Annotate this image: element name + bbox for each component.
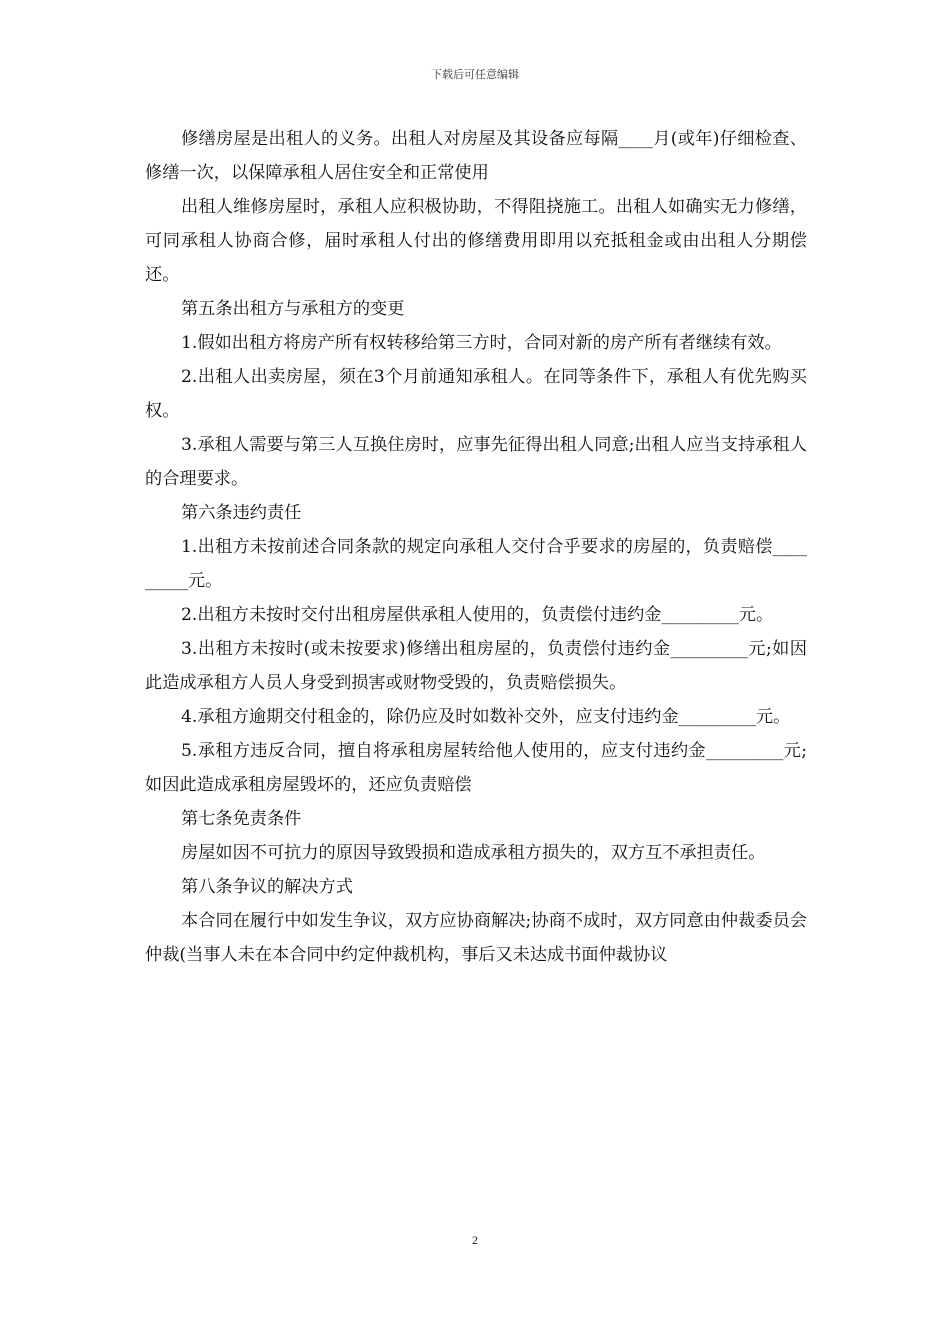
paragraph-article-5-item-2: 2.出租人出卖房屋，须在3个月前通知承租人。在同等条件下，承租人有优先购买权。: [145, 367, 807, 421]
paragraph-repair-cooperation: 出租人维修房屋时，承租人应积极协助，不得阻挠施工。出租人如确实无力修缮，可同承租人协商合修，届时承租人付出的修缮费用即用以充抵租金或由出租人分期偿还。: [145, 197, 807, 285]
heading-article-6: 第六条违约责任: [181, 503, 302, 523]
document-body: [145, 122, 807, 972]
paragraph-repair-duty: 修缮房屋是出租人的义务。出租人对房屋及其设备应每隔____月(或年)仔细检查、修缮一次，以保障承租人居住安全和正常使用: [145, 129, 807, 183]
page-number: 2: [472, 1233, 478, 1247]
paragraph-article-6-item-5: 5.承租方违反合同，擅自将承租房屋转给他人使用的，应支付违约金_________元;如因此造成承租房屋毁坏的，还应负责赔偿: [145, 741, 807, 795]
heading-article-5: 第五条出租方与承租方的变更: [181, 299, 405, 319]
paragraph-article-7: 房屋如因不可抗力的原因导致毁损和造成承租方损失的，双方互不承担责任。: [181, 843, 766, 863]
paragraph-article-6-item-4: 4.承租方逾期交付租金的，除仍应及时如数补交外，应支付违约金_________元。: [181, 707, 791, 727]
paragraph-article-8: 本合同在履行中如发生争议，双方应协商解决;协商不成时，双方同意由仲裁委员会仲裁(当事人未在本合同中约定仲裁机构，事后又未达成书面仲裁协议: [145, 911, 807, 965]
heading-article-7: 第七条免责条件: [181, 809, 302, 829]
page-header: 下载后可任意编辑: [431, 68, 519, 81]
paragraph-article-6-item-3: 3.出租方未按时(或未按要求)修缮出租房屋的，负责偿付违约金_________元;如因此造成承租方人员人身受到损害或财物受毁的，负责赔偿损失。: [145, 639, 807, 693]
paragraph-article-5-item-3: 3.承租人需要与第三人互换住房时，应事先征得出租人同意;出租人应当支持承租人的合理要求。: [145, 435, 807, 489]
paragraph-article-6-item-1: 1.出租方未按前述合同条款的规定向承租人交付合乎要求的房屋的，负责赔偿_________元。: [145, 537, 807, 591]
paragraph-article-6-item-2: 2.出租方未按时交付出租房屋供承租人使用的，负责偿付违约金_________元。: [181, 605, 774, 625]
heading-article-8: 第八条争议的解决方式: [181, 877, 353, 897]
paragraph-article-5-item-1: 1.假如出租方将房产所有权转移给第三方时，合同对新的房产所有者继续有效。: [181, 333, 782, 353]
